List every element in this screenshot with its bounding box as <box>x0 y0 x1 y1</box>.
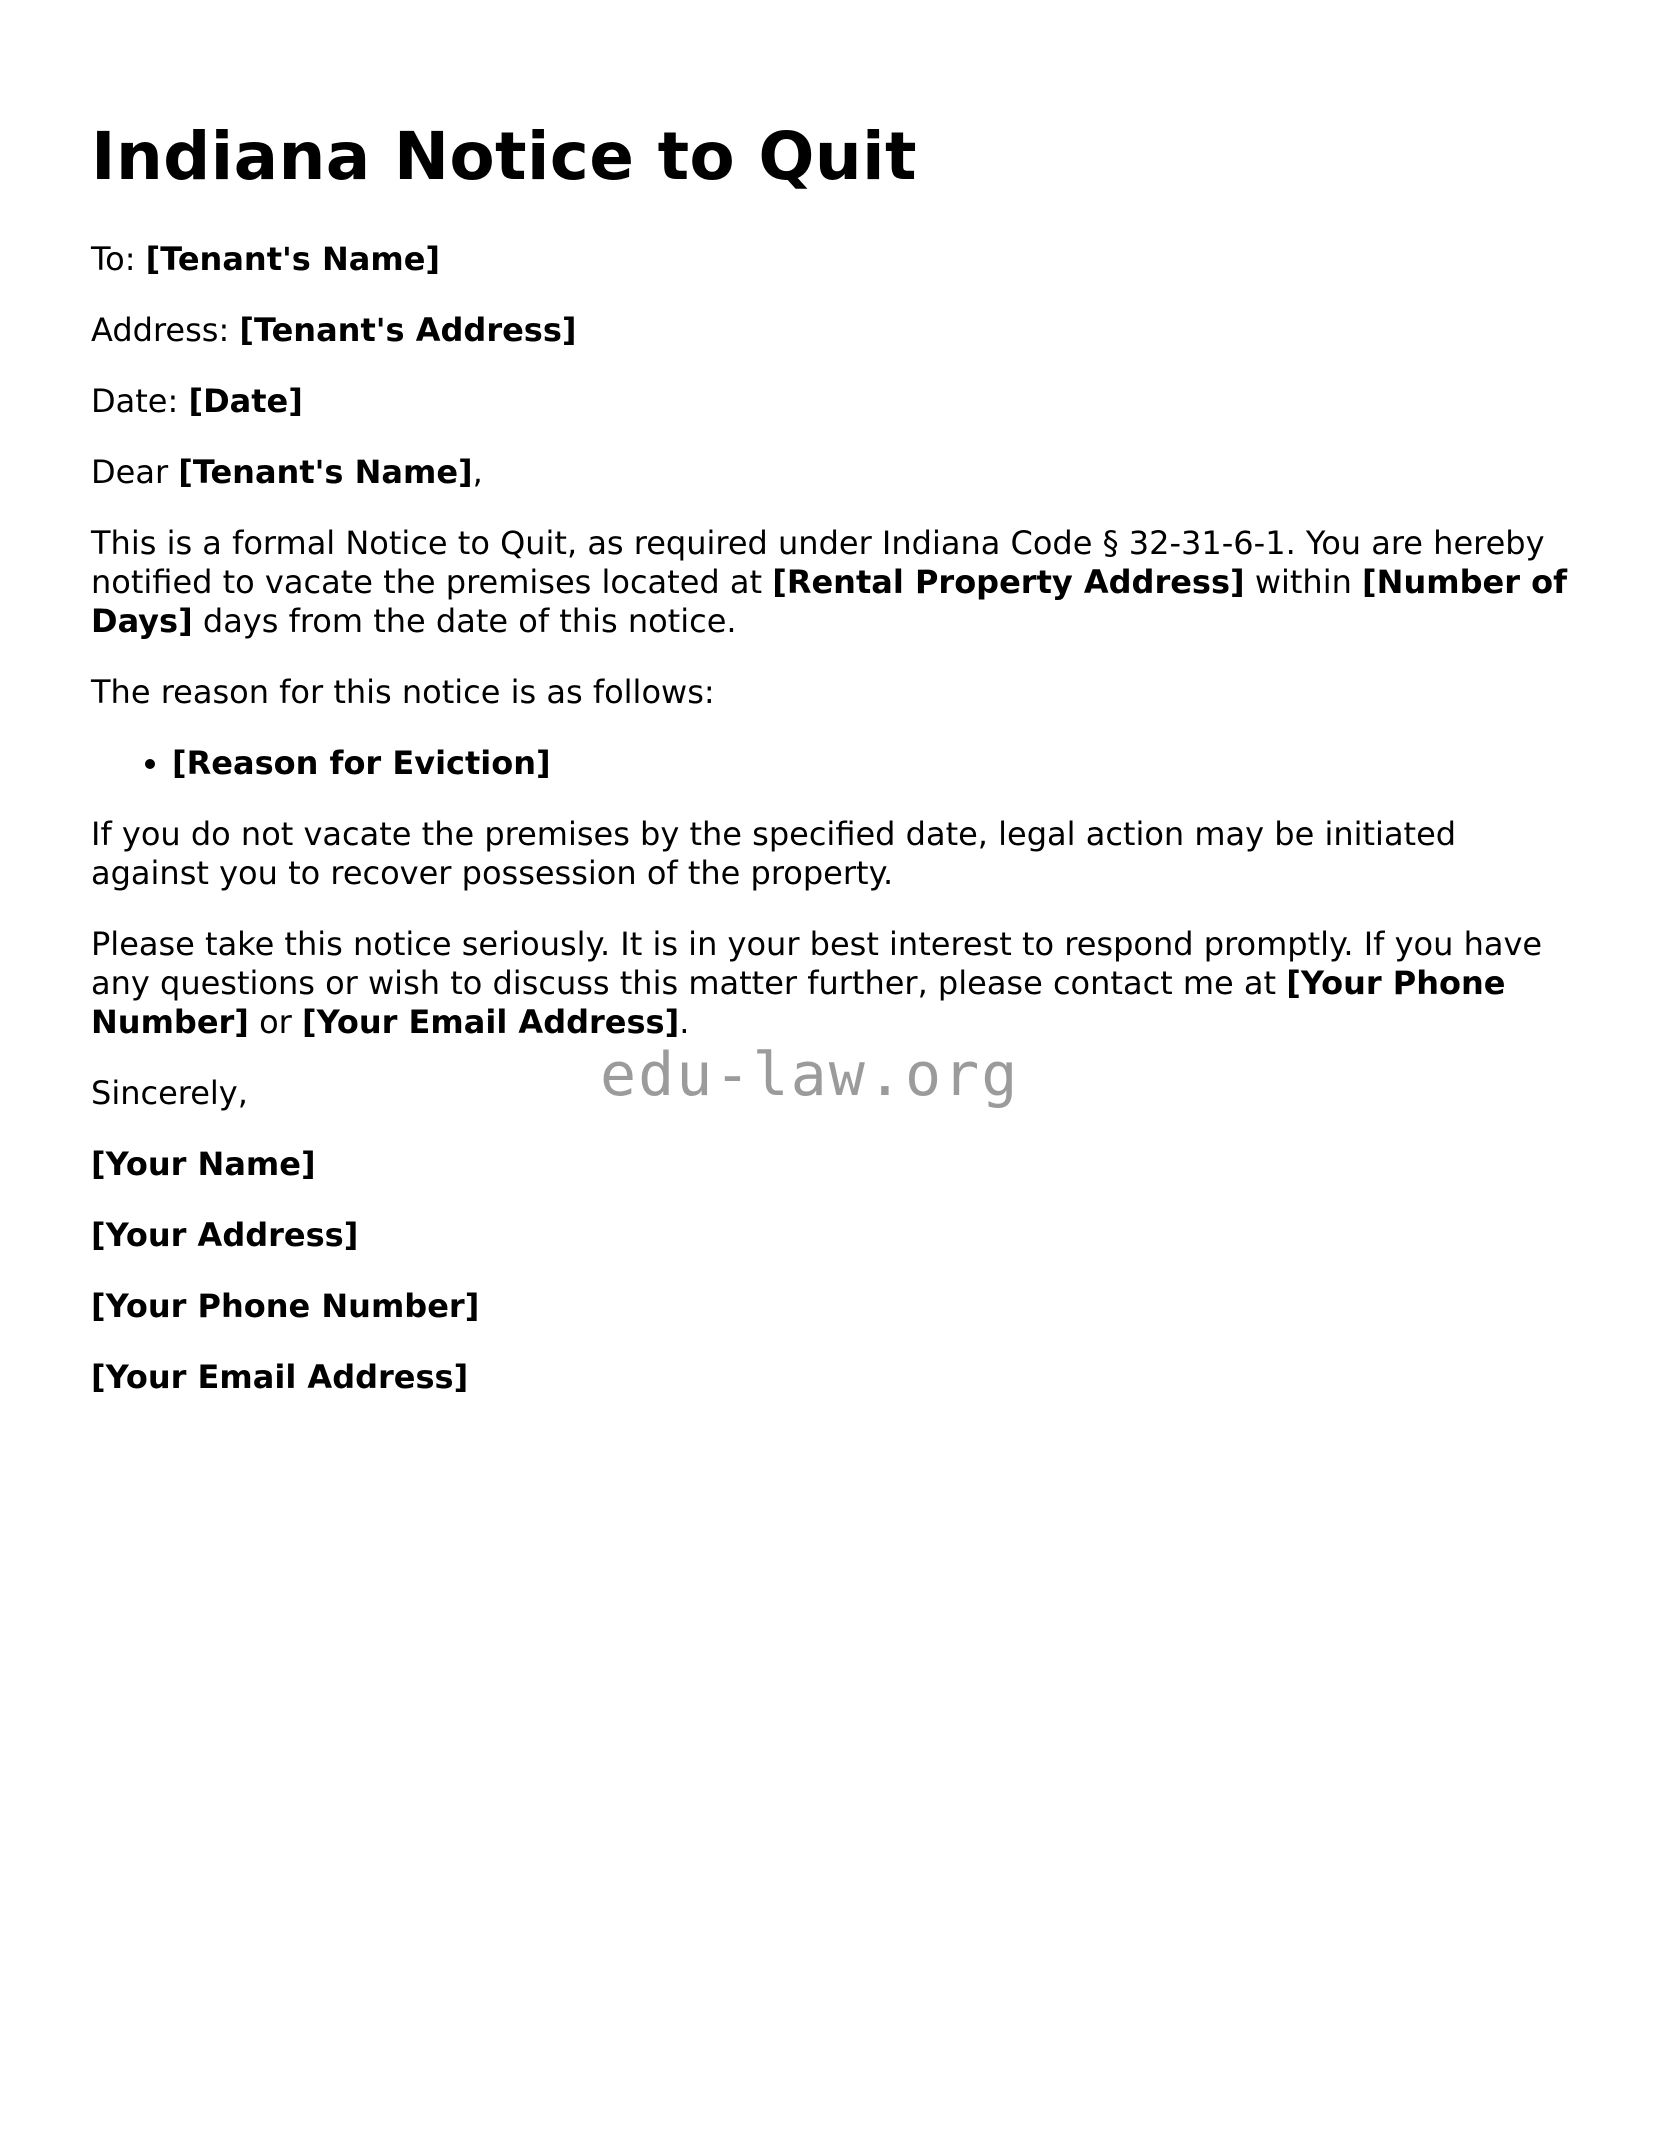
to-line <box>91 240 1581 279</box>
address-label: Address: <box>91 311 230 349</box>
tenant-address-placeholder: [Tenant's Address] <box>239 311 577 349</box>
legal-warning: If you do not vacate the premises by the specified date, legal action may be initiated against you to recover possession of the property. <box>91 815 1457 892</box>
salutation-suffix: , <box>472 453 483 491</box>
number-of-days-placeholder: [Number of Days] <box>91 563 1568 640</box>
notice-text-2: within <box>1244 563 1363 601</box>
signature-address: [Your Address] <box>91 1216 359 1254</box>
tenant-name-placeholder: [Tenant's Name] <box>145 240 441 278</box>
watermark: edu-law.org <box>600 1040 1020 1110</box>
salutation <box>91 453 1581 492</box>
reason-list <box>91 744 1581 783</box>
signature-name: [Your Name] <box>91 1145 316 1183</box>
notice-text-3: days from the date of this notice. <box>192 602 737 640</box>
salutation-name: [Tenant's Name] <box>178 453 473 491</box>
email-placeholder: [Your Email Address] <box>302 1003 680 1041</box>
date-placeholder: [Date] <box>188 382 303 420</box>
closing: Sincerely, <box>91 1074 248 1112</box>
salutation-prefix: Dear <box>91 453 169 491</box>
document-body <box>91 112 1581 1397</box>
contact-paragraph <box>91 925 1581 1042</box>
reason-placeholder: [Reason for Eviction] <box>172 744 551 782</box>
list-item <box>172 744 1581 783</box>
to-label: To: <box>91 240 136 278</box>
notice-paragraph <box>91 524 1581 641</box>
signature-email: [Your Email Address] <box>91 1358 469 1396</box>
phone-placeholder: [Your Phone Number] <box>91 964 1506 1041</box>
address-line <box>91 311 1581 350</box>
reason-intro: The reason for this notice is as follows: <box>91 673 715 711</box>
contact-text-3: . <box>679 1003 690 1041</box>
notice-text-1: This is a formal Notice to Quit, as required under Indiana Code § 32-31-6-1. You are hereby notified to vacate the premises located at <box>91 524 1545 601</box>
signature-phone: [Your Phone Number] <box>91 1287 480 1325</box>
date-line <box>91 382 1581 421</box>
contact-text-2: or <box>248 1003 302 1041</box>
rental-property-placeholder: [Rental Property Address] <box>772 563 1245 601</box>
document-title: Indiana Notice to Quit <box>91 118 917 195</box>
contact-text-1: Please take this notice seriously. It is in your best interest to respond promptly. If you have any questions or wish to discuss this matter further, please contact me at <box>91 925 1543 1002</box>
date-label: Date: <box>91 382 179 420</box>
